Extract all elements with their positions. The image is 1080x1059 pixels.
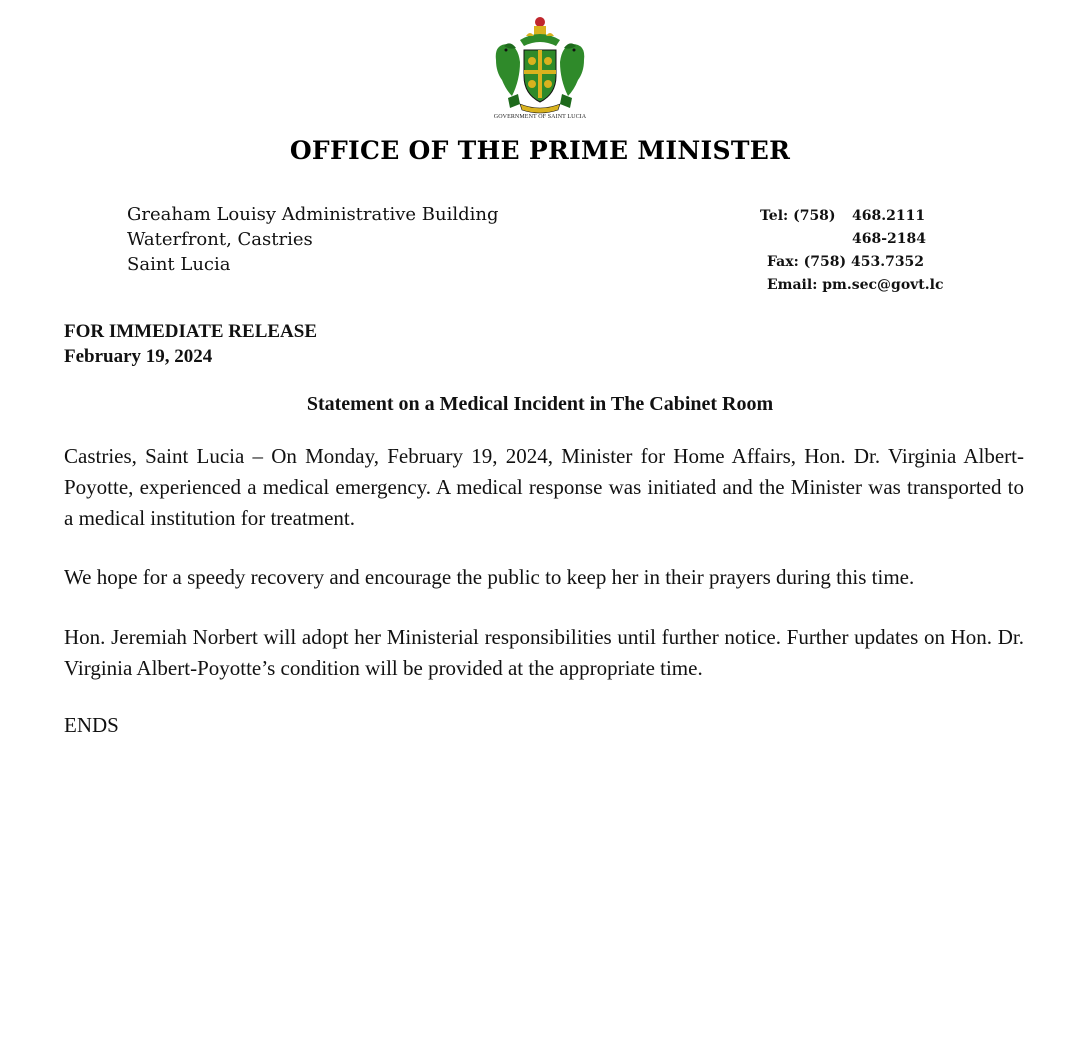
crest-right-parrot [560, 44, 584, 96]
release-date: February 19, 2024 [64, 346, 213, 367]
crest-torch-flame [535, 17, 545, 27]
address-line-street: Waterfront, Castries [127, 229, 313, 250]
telephone-number-secondary: 468-2184 [852, 231, 926, 247]
email-address: Email: pm.sec@govt.lc [767, 277, 944, 293]
address-line-building: Greaham Louisy Administrative Building [127, 204, 499, 225]
crest-left-parrot [496, 44, 520, 96]
office-title: OFFICE OF THE PRIME MINISTER [289, 136, 791, 165]
office-address [127, 202, 499, 277]
statement-paragraph: Castries, Saint Lucia – On Monday, February 19, 2024, Minister for Home Affairs, Hon. Dr. Virginia Albert-Poyotte, experienced a medical emergency. A medical response was initiated and the Minister was transported to a medical institution for treatment. [64, 444, 1024, 530]
crest-motto-ribbon [520, 104, 560, 113]
statement-end-marker: ENDS [64, 713, 119, 737]
coat-of-arms-crest [490, 14, 590, 126]
telephone-label: Tel: (758) [760, 208, 836, 224]
release-status: FOR IMMEDIATE RELEASE [64, 321, 318, 342]
statement-title: Statement on a Medical Incident in The Cabinet Room [306, 393, 774, 415]
statement-paragraph: We hope for a speedy recovery and encourage the public to keep her in their prayers during this time. [64, 565, 915, 589]
fax-number: Fax: (758) 453.7352 [767, 254, 925, 270]
address-line-country: Saint Lucia [127, 254, 231, 275]
crest-mantling [520, 34, 560, 46]
release-block [64, 319, 317, 369]
crest-caption: GOVERNMENT OF SAINT LUCIA [493, 114, 587, 120]
telephone-number-primary: 468.2111 [852, 208, 926, 224]
crest-graphic [490, 14, 590, 114]
statement-paragraph: Hon. Jeremiah Norbert will adopt her Ministerial responsibilities until further notice. Further updates on Hon. Dr. Virginia Albert-Poyotte’s condition will be provided at the appropriate time. [64, 625, 1024, 680]
